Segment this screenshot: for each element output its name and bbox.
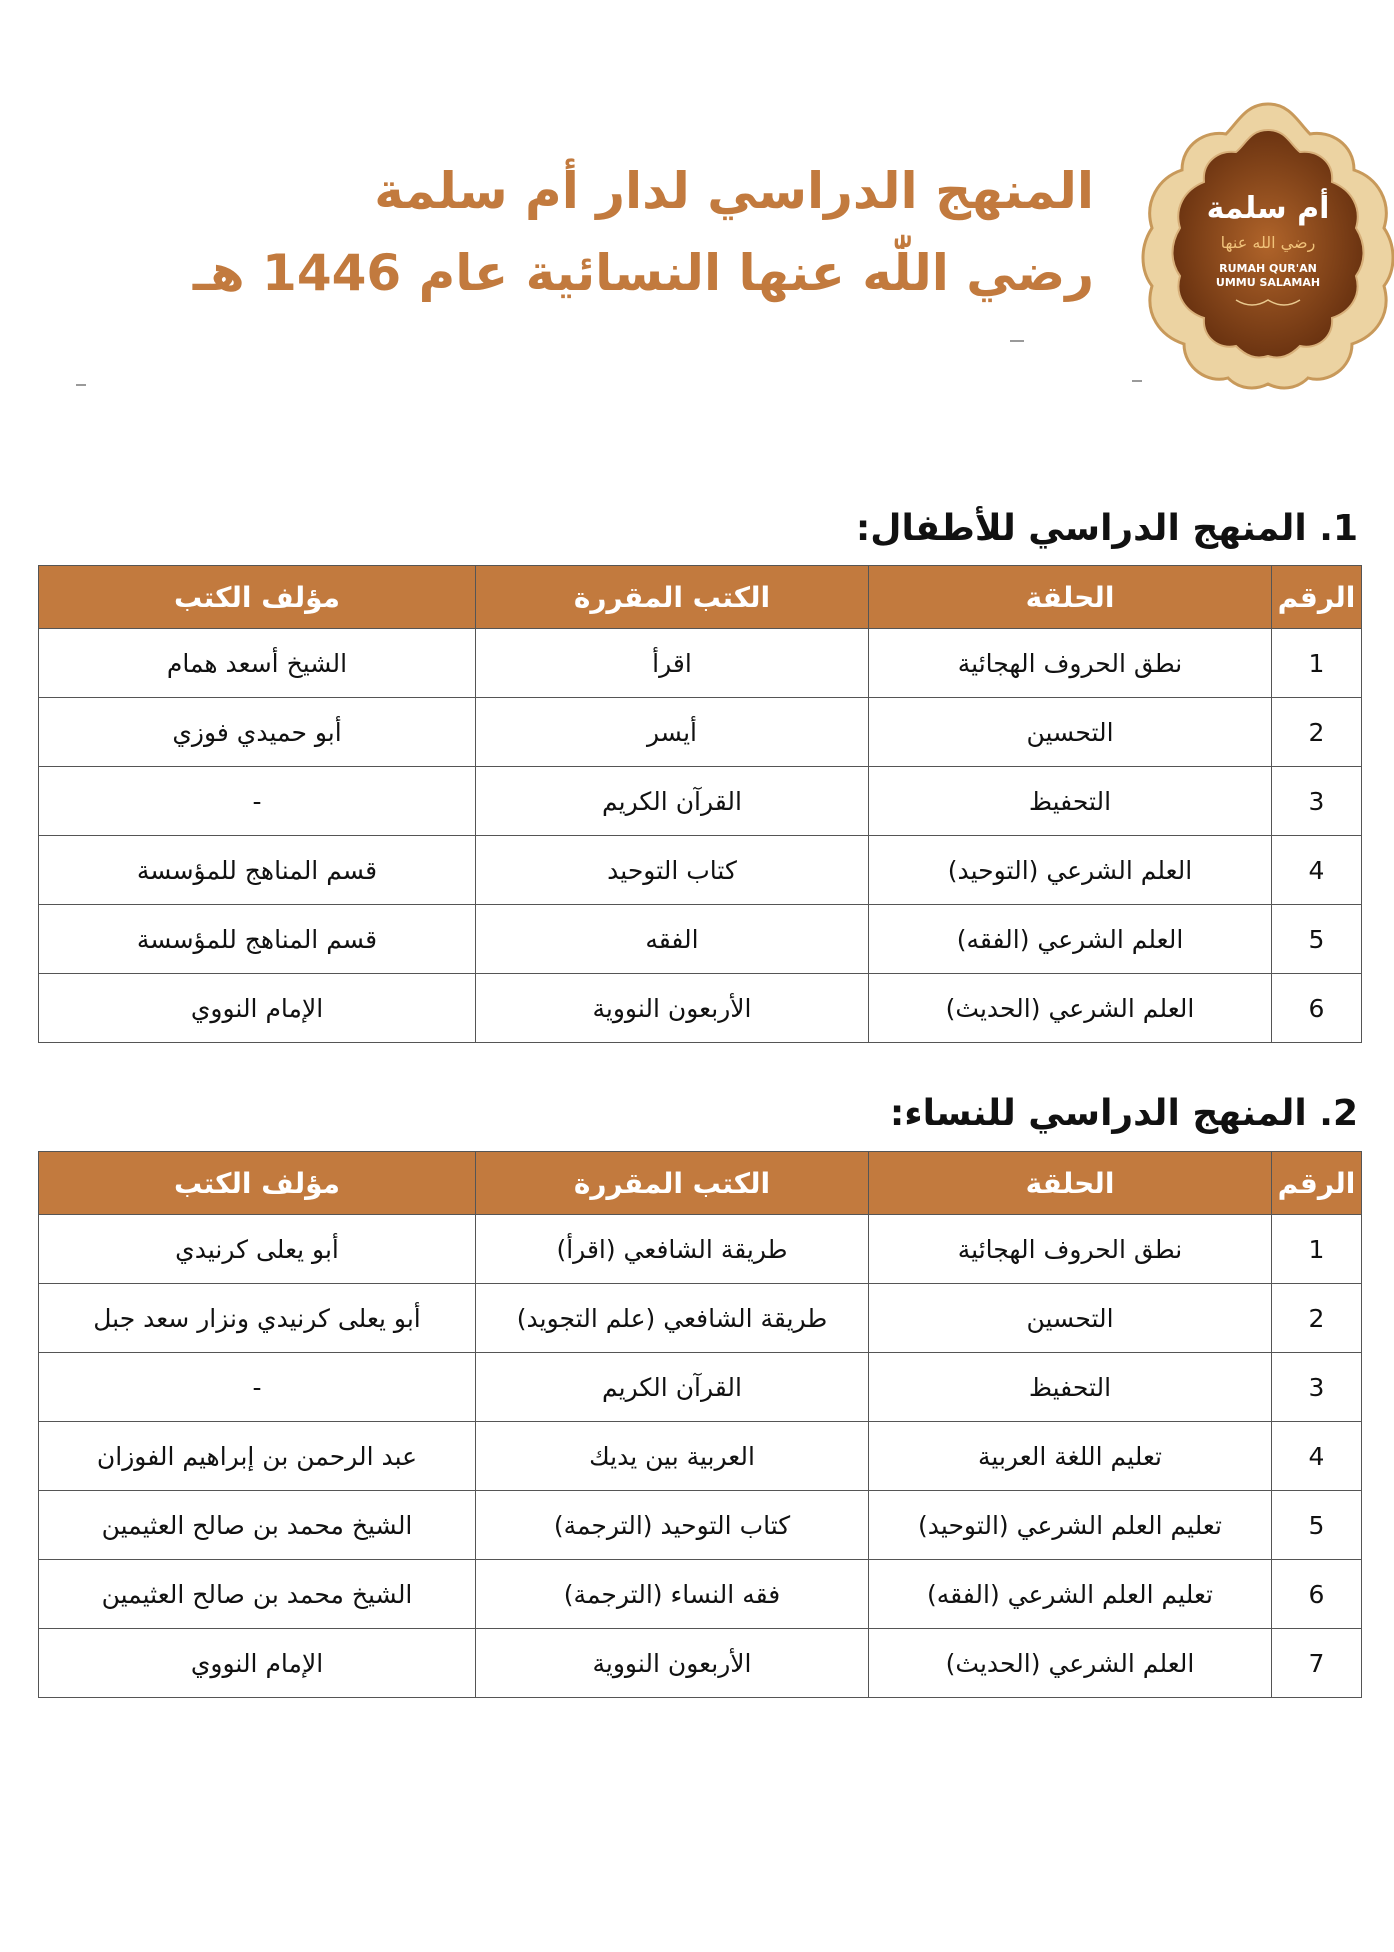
table-row	[39, 905, 1362, 974]
logo	[1140, 100, 1394, 390]
table-header-row	[39, 1152, 1362, 1215]
table-header-row	[39, 566, 1362, 629]
table-row	[39, 698, 1362, 767]
cell-books: الأربعون النووية	[476, 1629, 869, 1698]
logo-emblem	[1140, 100, 1394, 390]
column-header-number: الرقم	[1272, 1152, 1362, 1215]
logo-arabic-subtitle: رضي الله عنها	[1220, 233, 1316, 252]
cell-books: طريقة الشافعي (اقرأ)	[476, 1215, 869, 1284]
section-heading-children: 1. المنهج الدراسي للأطفال:	[855, 508, 1358, 549]
cell-books: كتاب التوحيد	[476, 836, 869, 905]
cell-books: القرآن الكريم	[476, 1353, 869, 1422]
decorative-dash	[76, 384, 86, 386]
cell-number: 4	[1272, 1422, 1362, 1491]
cell-number: 1	[1272, 1215, 1362, 1284]
cell-number: 3	[1272, 767, 1362, 836]
cell-author: -	[39, 767, 476, 836]
cell-number: 2	[1272, 1284, 1362, 1353]
page-title	[192, 150, 1094, 314]
cell-number: 6	[1272, 1560, 1362, 1629]
cell-author: الإمام النووي	[39, 1629, 476, 1698]
cell-number: 5	[1272, 905, 1362, 974]
women-curriculum-table	[38, 1151, 1362, 1698]
cell-books: أيسر	[476, 698, 869, 767]
table-row	[39, 767, 1362, 836]
column-header-circle: الحلقة	[869, 566, 1272, 629]
cell-number: 6	[1272, 974, 1362, 1043]
column-header-circle: الحلقة	[869, 1152, 1272, 1215]
cell-number: 4	[1272, 836, 1362, 905]
cell-circle: تعليم اللغة العربية	[869, 1422, 1272, 1491]
cell-circle: التحسين	[869, 1284, 1272, 1353]
table-row	[39, 1215, 1362, 1284]
cell-books: فقه النساء (الترجمة)	[476, 1560, 869, 1629]
column-header-author: مؤلف الكتب	[39, 566, 476, 629]
cell-books: اقرأ	[476, 629, 869, 698]
cell-books: الفقه	[476, 905, 869, 974]
cell-circle: العلم الشرعي (الفقه)	[869, 905, 1272, 974]
cell-author: قسم المناهج للمؤسسة	[39, 905, 476, 974]
cell-number: 7	[1272, 1629, 1362, 1698]
table-row	[39, 974, 1362, 1043]
cell-author: عبد الرحمن بن إبراهيم الفوزان	[39, 1422, 476, 1491]
decorative-dash	[1132, 380, 1142, 382]
table-row	[39, 1491, 1362, 1560]
cell-books: القرآن الكريم	[476, 767, 869, 836]
column-header-books: الكتب المقررة	[476, 1152, 869, 1215]
table-row	[39, 1353, 1362, 1422]
cell-books: العربية بين يديك	[476, 1422, 869, 1491]
cell-circle: تعليم العلم الشرعي (التوحيد)	[869, 1491, 1272, 1560]
logo-arabic-name: أم سلمة	[1206, 191, 1330, 226]
table-row	[39, 1422, 1362, 1491]
cell-author: الإمام النووي	[39, 974, 476, 1043]
cell-books: طريقة الشافعي (علم التجويد)	[476, 1284, 869, 1353]
column-header-author: مؤلف الكتب	[39, 1152, 476, 1215]
cell-circle: تعليم العلم الشرعي (الفقه)	[869, 1560, 1272, 1629]
cell-circle: التحفيظ	[869, 1353, 1272, 1422]
table-row	[39, 629, 1362, 698]
children-curriculum-table	[38, 565, 1362, 1043]
cell-author: أبو يعلى كرنيدي	[39, 1215, 476, 1284]
cell-author: أبو يعلى كرنيدي ونزار سعد جبل	[39, 1284, 476, 1353]
table-row	[39, 1629, 1362, 1698]
cell-author: -	[39, 1353, 476, 1422]
column-header-books: الكتب المقررة	[476, 566, 869, 629]
title-line-2: رضي اللّٰه عنها النسائية عام 1446 هـ	[192, 244, 1094, 302]
cell-author: الشيخ أسعد همام	[39, 629, 476, 698]
column-header-number: الرقم	[1272, 566, 1362, 629]
cell-author: قسم المناهج للمؤسسة	[39, 836, 476, 905]
cell-number: 2	[1272, 698, 1362, 767]
cell-circle: التحسين	[869, 698, 1272, 767]
cell-books: كتاب التوحيد (الترجمة)	[476, 1491, 869, 1560]
table-row	[39, 1560, 1362, 1629]
table-row	[39, 836, 1362, 905]
section-heading-women: 2. المنهج الدراسي للنساء:	[889, 1093, 1358, 1134]
cell-author: الشيخ محمد بن صالح العثيمين	[39, 1560, 476, 1629]
cell-number: 1	[1272, 629, 1362, 698]
cell-circle: التحفيظ	[869, 767, 1272, 836]
cell-number: 3	[1272, 1353, 1362, 1422]
cell-circle: نطق الحروف الهجائية	[869, 1215, 1272, 1284]
decorative-dash	[1010, 340, 1024, 342]
cell-number: 5	[1272, 1491, 1362, 1560]
cell-books: الأربعون النووية	[476, 974, 869, 1043]
cell-author: الشيخ محمد بن صالح العثيمين	[39, 1491, 476, 1560]
cell-circle: نطق الحروف الهجائية	[869, 629, 1272, 698]
logo-latin-line2: UMMU SALAMAH	[1215, 276, 1321, 289]
logo-latin-line1: RUMAH QUR'AN	[1219, 262, 1317, 275]
cell-circle: العلم الشرعي (التوحيد)	[869, 836, 1272, 905]
cell-circle: العلم الشرعي (الحديث)	[869, 1629, 1272, 1698]
title-line-1: المنهج الدراسي لدار أم سلمة	[374, 162, 1094, 220]
cell-author: أبو حميدي فوزي	[39, 698, 476, 767]
table-row	[39, 1284, 1362, 1353]
cell-circle: العلم الشرعي (الحديث)	[869, 974, 1272, 1043]
